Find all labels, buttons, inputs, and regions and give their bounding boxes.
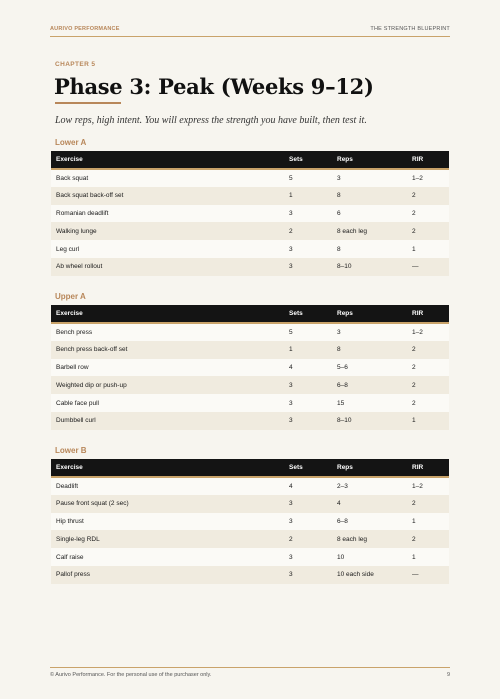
table-row bbox=[51, 222, 449, 240]
table-row bbox=[51, 359, 449, 377]
cell-reps: 10 bbox=[332, 548, 407, 566]
cell-rir: 1–2 bbox=[407, 169, 449, 187]
cell-reps: 6–8 bbox=[332, 376, 407, 394]
cell-rir: 2 bbox=[407, 530, 449, 548]
cell-rir: 2 bbox=[407, 205, 449, 223]
workout-table-lower-a bbox=[51, 151, 449, 276]
table-header-row bbox=[51, 151, 449, 169]
table-row bbox=[51, 341, 449, 359]
running-header bbox=[50, 26, 450, 37]
table-row bbox=[51, 548, 449, 566]
cell-sets: 2 bbox=[284, 530, 332, 548]
page-title: Phase 3: Peak (Weeks 9–12) bbox=[54, 74, 374, 99]
cell-reps: 8–10 bbox=[332, 412, 407, 430]
cell-rir: 1–2 bbox=[407, 323, 449, 341]
col-header-exercise: Exercise bbox=[51, 459, 284, 477]
cell-reps: 8 bbox=[332, 341, 407, 359]
col-header-reps: Reps bbox=[332, 305, 407, 323]
section-label-upper-a: Upper A bbox=[55, 292, 86, 301]
cell-sets: 3 bbox=[284, 258, 332, 276]
cell-sets: 3 bbox=[284, 412, 332, 430]
page-number: 9 bbox=[446, 672, 450, 678]
cell-exercise: Barbell row bbox=[51, 359, 284, 377]
cell-reps: 5–6 bbox=[332, 359, 407, 377]
table-row bbox=[51, 169, 449, 187]
cell-exercise: Single-leg RDL bbox=[51, 530, 284, 548]
cell-sets: 4 bbox=[284, 359, 332, 377]
cell-sets: 3 bbox=[284, 566, 332, 584]
cell-exercise: Deadlift bbox=[51, 477, 284, 495]
cell-sets: 3 bbox=[284, 548, 332, 566]
cell-exercise: Romanian deadlift bbox=[51, 205, 284, 223]
cell-reps: 4 bbox=[332, 495, 407, 513]
cell-rir: 2 bbox=[407, 341, 449, 359]
cell-exercise: Pallof press bbox=[51, 566, 284, 584]
cell-reps: 6–8 bbox=[332, 513, 407, 531]
cell-exercise: Dumbbell curl bbox=[51, 412, 284, 430]
cell-sets: 1 bbox=[284, 187, 332, 205]
cell-exercise: Back squat back-off set bbox=[51, 187, 284, 205]
cell-rir: 1 bbox=[407, 513, 449, 531]
cell-exercise: Walking lunge bbox=[51, 222, 284, 240]
table-row bbox=[51, 412, 449, 430]
chapter-label: CHAPTER 5 bbox=[55, 61, 96, 68]
cell-rir: 2 bbox=[407, 187, 449, 205]
col-header-rir: RIR bbox=[407, 459, 449, 477]
page-footer bbox=[50, 667, 450, 678]
table-row bbox=[51, 323, 449, 341]
col-header-sets: Sets bbox=[284, 459, 332, 477]
section-label-lower-b: Lower B bbox=[55, 446, 87, 455]
col-header-reps: Reps bbox=[332, 459, 407, 477]
table-row bbox=[51, 376, 449, 394]
cell-reps: 3 bbox=[332, 323, 407, 341]
cell-reps: 8 bbox=[332, 240, 407, 258]
cell-rir: 2 bbox=[407, 222, 449, 240]
cell-exercise: Hip thrust bbox=[51, 513, 284, 531]
cell-sets: 3 bbox=[284, 495, 332, 513]
table-row bbox=[51, 187, 449, 205]
cell-exercise: Pause front squat (2 sec) bbox=[51, 495, 284, 513]
cell-rir: 2 bbox=[407, 376, 449, 394]
workout-table-upper-a bbox=[51, 305, 449, 430]
col-header-exercise: Exercise bbox=[51, 305, 284, 323]
cell-rir: 1–2 bbox=[407, 477, 449, 495]
col-header-reps: Reps bbox=[332, 151, 407, 169]
table-row bbox=[51, 205, 449, 223]
cell-reps: 8 each leg bbox=[332, 222, 407, 240]
cell-sets: 5 bbox=[284, 169, 332, 187]
cell-reps: 3 bbox=[332, 169, 407, 187]
cell-rir: — bbox=[407, 258, 449, 276]
cell-exercise: Back squat bbox=[51, 169, 284, 187]
table-row bbox=[51, 495, 449, 513]
cell-exercise: Ab wheel rollout bbox=[51, 258, 284, 276]
table-row bbox=[51, 530, 449, 548]
cell-exercise: Leg curl bbox=[51, 240, 284, 258]
cell-sets: 1 bbox=[284, 341, 332, 359]
cell-rir: 2 bbox=[407, 495, 449, 513]
table-row bbox=[51, 240, 449, 258]
cell-reps: 15 bbox=[332, 394, 407, 412]
cell-rir: 1 bbox=[407, 548, 449, 566]
col-header-sets: Sets bbox=[284, 305, 332, 323]
workout-table-lower-b bbox=[51, 459, 449, 584]
cell-sets: 3 bbox=[284, 205, 332, 223]
cell-sets: 3 bbox=[284, 240, 332, 258]
col-header-exercise: Exercise bbox=[51, 151, 284, 169]
cell-sets: 4 bbox=[284, 477, 332, 495]
cell-rir: 1 bbox=[407, 412, 449, 430]
table-row bbox=[51, 513, 449, 531]
intro-text: Low reps, high intent. You will express the strength you have built, then test it. bbox=[55, 115, 367, 126]
cell-rir: 1 bbox=[407, 240, 449, 258]
section-label-lower-a: Lower A bbox=[55, 138, 87, 147]
cell-sets: 5 bbox=[284, 323, 332, 341]
header-brand: AURIVO PERFORMANCE bbox=[50, 26, 120, 32]
cell-rir: 2 bbox=[407, 394, 449, 412]
cell-reps: 8–10 bbox=[332, 258, 407, 276]
col-header-sets: Sets bbox=[284, 151, 332, 169]
cell-reps: 8 each leg bbox=[332, 530, 407, 548]
cell-reps: 6 bbox=[332, 205, 407, 223]
cell-exercise: Bench press bbox=[51, 323, 284, 341]
table-header-row bbox=[51, 305, 449, 323]
footer-copyright: © Aurivo Performance. For the personal use of the purchaser only. bbox=[50, 672, 212, 678]
table-row bbox=[51, 258, 449, 276]
cell-reps: 10 each side bbox=[332, 566, 407, 584]
header-book-title: THE STRENGTH BLUEPRINT bbox=[370, 26, 450, 32]
cell-reps: 8 bbox=[332, 187, 407, 205]
cell-exercise: Weighted dip or push-up bbox=[51, 376, 284, 394]
cell-exercise: Cable face pull bbox=[51, 394, 284, 412]
cell-sets: 2 bbox=[284, 222, 332, 240]
table-row bbox=[51, 394, 449, 412]
cell-rir: — bbox=[407, 566, 449, 584]
cell-sets: 3 bbox=[284, 376, 332, 394]
title-underline bbox=[55, 102, 121, 104]
table-row bbox=[51, 566, 449, 584]
col-header-rir: RIR bbox=[407, 151, 449, 169]
cell-sets: 3 bbox=[284, 513, 332, 531]
cell-rir: 2 bbox=[407, 359, 449, 377]
cell-sets: 3 bbox=[284, 394, 332, 412]
cell-exercise: Bench press back-off set bbox=[51, 341, 284, 359]
col-header-rir: RIR bbox=[407, 305, 449, 323]
table-row bbox=[51, 477, 449, 495]
cell-exercise: Calf raise bbox=[51, 548, 284, 566]
cell-reps: 2–3 bbox=[332, 477, 407, 495]
table-header-row bbox=[51, 459, 449, 477]
